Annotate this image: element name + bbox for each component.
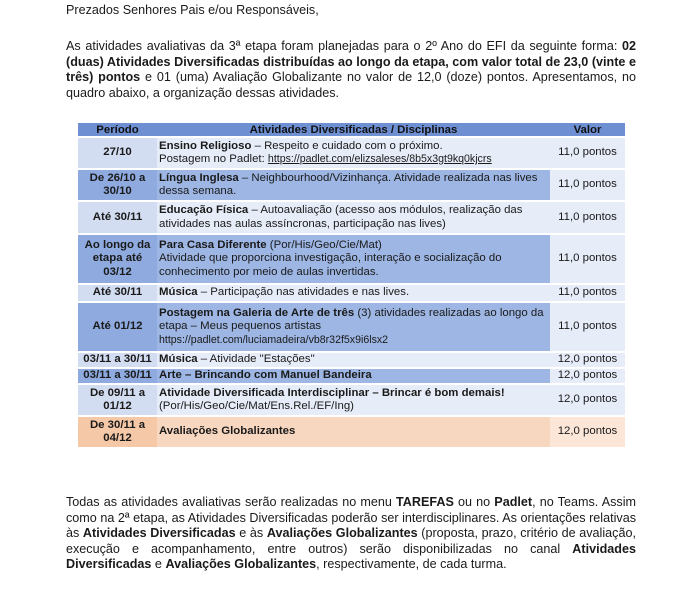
table-row	[78, 170, 625, 200]
row-value: 11,0 pontos	[550, 235, 625, 283]
table-header-row	[78, 123, 625, 136]
row-description	[157, 385, 550, 415]
row-description	[157, 353, 550, 367]
row-text: (3) atividades realizadas ao longo da etapa – Meus pequenos artistas	[159, 307, 544, 333]
row-period: De 26/10 a 30/10	[78, 170, 157, 200]
row-description	[157, 170, 550, 200]
row-value: 11,0 pontos	[550, 138, 625, 168]
row-text: – Respeito e cuidado com o próximo.	[251, 139, 443, 152]
row-value: 12,0 pontos	[550, 417, 625, 447]
intro-text-2: e 01 (uma) Avaliação Globalizante no valor de 12,0 (doze) pontos. Apresentamos, no quadro abaixo, a organização dessas atividades.	[66, 70, 636, 100]
row-value: 11,0 pontos	[550, 170, 625, 200]
header-period: Período	[78, 123, 157, 136]
row-value: 12,0 pontos	[550, 353, 625, 367]
row-description	[157, 369, 550, 383]
activities-table	[78, 121, 625, 449]
padlet-link[interactable]: https://padlet.com/elizsaleses/8b5x3gt9kq0kjcrs	[267, 153, 492, 165]
outro-bold: Avaliações Globalizantes	[165, 557, 317, 571]
greeting: Prezados Senhores Pais e/ou Responsáveis,	[66, 3, 319, 17]
table-row	[78, 202, 625, 233]
row-title: Avaliações Globalizantes	[159, 425, 296, 438]
row-description	[157, 285, 550, 301]
outro-text: ou no	[453, 495, 495, 509]
row-period: Até 30/11	[78, 202, 157, 233]
outro-bold: TAREFAS	[396, 495, 454, 509]
outro-text: , no Teams. Assim como na 2ª etapa, as Atividades Diversificadas poderão ser interdisciplinares. As orientações relativas às	[66, 495, 636, 540]
outro-text: e	[151, 557, 166, 571]
row-period: Até 30/11	[78, 285, 157, 301]
outro-text: Todas as atividades avaliativas serão realizadas no menu	[66, 495, 396, 509]
row-title: Música	[159, 286, 198, 299]
padlet-link[interactable]: https://padlet.com/luciamadeira/vb8r32f5x9i6lsx2	[159, 333, 389, 346]
outro-text: , respectivamente, de cada turma.	[316, 557, 507, 571]
row-text: – Atividade "Estações"	[197, 353, 315, 366]
table-row	[78, 385, 625, 415]
row-line2: Postagem no Padlet:	[159, 153, 268, 165]
table-row	[78, 369, 625, 383]
row-description	[157, 138, 550, 168]
row-title: Música	[159, 353, 198, 366]
row-title: Língua Inglesa	[159, 171, 239, 184]
row-title: Atividade Diversificada Interdisciplinar – Brincar é bom demais!	[159, 386, 505, 399]
intro-text-1: As atividades avaliativas da 3ª etapa foram planejadas para o 2º Ano do EFI da seguinte forma:	[66, 39, 622, 53]
outro-text: (proposta, prazo, critério de avaliação, execução e acompanhamento, entre outros) serão disponibilizadas no canal	[66, 526, 636, 556]
row-line2: (Por/His/Geo/Cie/Mat/Ens.Rel./EF/Ing)	[159, 400, 354, 412]
outro-bold: Atividades Diversificadas	[66, 541, 636, 571]
row-description	[157, 303, 550, 351]
intro-bold: 02 (duas) Atividades Diversificadas distribuídas ao longo da etapa, com valor total de 23,0 (vinte e três) pontos	[66, 39, 636, 84]
row-value: 11,0 pontos	[550, 202, 625, 233]
table-row	[78, 353, 625, 367]
row-title: Arte – Brincando com Manuel Bandeira	[159, 369, 372, 382]
row-period: Ao longo da etapa até 03/12	[78, 235, 157, 283]
intro-paragraph	[66, 39, 636, 101]
table-row	[78, 235, 625, 283]
outro-paragraph	[66, 495, 636, 573]
row-description	[157, 417, 550, 447]
table-row	[78, 303, 625, 351]
row-text: (Por/His/Geo/Cie/Mat)	[266, 239, 382, 252]
table-row	[78, 417, 625, 447]
outro-bold: Avaliações Globalizantes	[266, 526, 418, 540]
row-period: 03/11 a 30/11	[78, 369, 157, 383]
row-text: – Autoavaliação (acesso aos módulos, realização das atividades nas aulas assíncronas, participação nas lives)	[159, 204, 523, 230]
outro-bold: Padlet	[494, 495, 533, 509]
row-title: Educação Física	[159, 204, 249, 217]
outro-bold: Atividades Diversificadas	[82, 526, 236, 540]
row-title: Ensino Religioso	[159, 139, 252, 152]
row-text: – Participação nas atividades e nas lives.	[197, 286, 410, 299]
row-value: 12,0 pontos	[550, 369, 625, 383]
row-title: Postagem na Galeria de Arte de três	[159, 307, 355, 320]
row-value: 11,0 pontos	[550, 285, 625, 301]
row-description	[157, 202, 550, 233]
row-description	[157, 235, 550, 283]
header-value: Valor	[550, 123, 625, 136]
outro-text: e às	[235, 526, 267, 540]
row-period: 03/11 a 30/11	[78, 353, 157, 367]
row-value: 11,0 pontos	[550, 303, 625, 351]
header-activities: Atividades Diversificadas / Disciplinas	[157, 123, 550, 136]
row-period: Até 01/12	[78, 303, 157, 351]
row-line2: Atividade que proporciona investigação, interação e socialização do conhecimento por meio de aulas invertidas.	[159, 252, 502, 278]
row-period: De 09/11 a 01/12	[78, 385, 157, 415]
table-row	[78, 285, 625, 301]
row-period: 27/10	[78, 138, 157, 168]
row-value: 12,0 pontos	[550, 385, 625, 415]
row-text: – Neighbourhood/Vizinhança. Atividade realizada nas lives dessa semana.	[159, 171, 538, 197]
row-period: De 30/11 a 04/12	[78, 417, 157, 447]
row-title: Para Casa Diferente	[159, 239, 267, 252]
table-row	[78, 138, 625, 168]
